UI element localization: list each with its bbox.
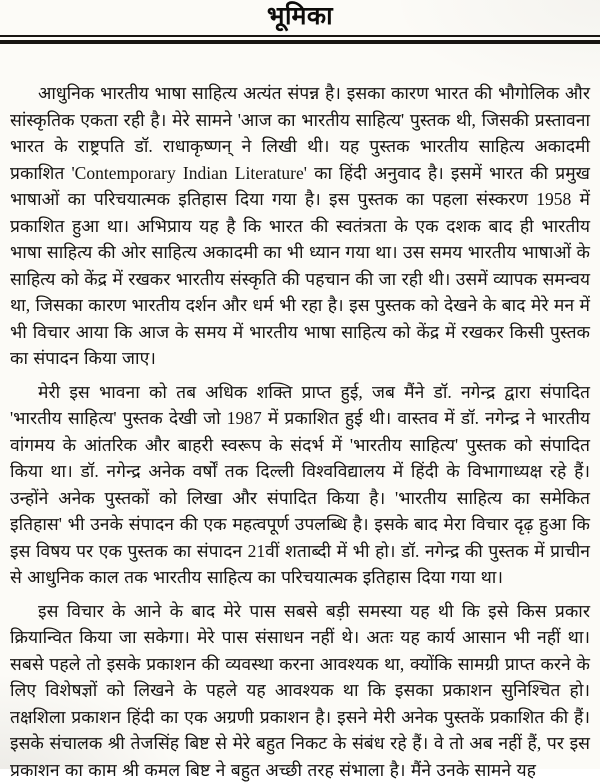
paragraph-2: मेरी इस भावना को तब अधिक शक्ति प्राप्त हुई, जब मैंने डॉ. नगेन्द्र द्वारा संपादित 'भारतीय साहित्य' पुस्तक देखी जो 1987 में प्रकाशित हुई थी। वास्तव में डॉ. नगेन्द्र ने भारतीय वांगमय के आंतरिक और बाहरी स्वरूप के संदर्भ में 'भारतीय साहित्य' पुस्तक को संपादित किया था। डॉ. नगेन्द्र अनेक वर्षों तक दिल्ली विश्वविद्यालय में हिंदी के विभागाध्यक्ष रहे हैं। उन्होंने अनेक पुस्तकों को लिखा और संपादित किया है। 'भारतीय साहित्य का समेकित इतिहास' भी उनके संपादन की एक महत्वपूर्ण उपलब्धि है। इसके बाद मेरा विचार दृढ़ हुआ कि इस विषय पर एक पुस्तक का संपादन 21वीं शताब्दी में भी हो। डॉ. नगेन्द्र की पुस्तक में प्राचीन से आधुनिक काल तक भारतीय साहित्य का परिचयात्मक इतिहास दिया गया था। bbox=[10, 379, 590, 591]
paragraph-1: आधुनिक भारतीय भाषा साहित्य अत्यंत संपन्न है। इसका कारण भारत की भौगोलिक और सांस्कृतिक एकता रही है। मेरे सामने 'आज का भारतीय साहित्य' पुस्तक थी, जिसकी प्रस्तावना भारत के राष्ट्रपति डॉ. राधाकृष्णन् ने लिखी थी। यह पुस्तक भारतीय साहित्य अकादमी प्रकाशित 'Contemporary Indian Literature' का हिंदी अनुवाद है। इसमें भारत की प्रमुख भाषाओं का परिचयात्मक इतिहास दिया गया है। इस पुस्तक का पहला संस्करण 1958 में प्रकाशित हुआ था। अभिप्राय यह है कि भारत की स्वतंत्रता के एक दशक बाद ही भारतीय भाषा साहित्य की ओर साहित्य अकादमी का भी ध्यान गया था। उस समय भारतीय भाषाओं के साहित्य को केंद्र में रखकर भारतीय संस्कृति की पहचान की जा रही थी। उसमें व्यापक समन्वय था, जिसका कारण भारतीय दर्शन और धर्म भी रहा है। इस पुस्तक को देखने के बाद मेरे मन में भी विचार आया कि आज के समय में भारतीय भाषा साहित्य को केंद्र में रखकर किसी पुस्तक का संपादन किया जाए। bbox=[10, 80, 590, 372]
page-content bbox=[0, 44, 600, 783]
page-title: भूमिका bbox=[0, 2, 600, 32]
title-divider-rule bbox=[0, 35, 600, 44]
paragraph-3: इस विचार के आने के बाद मेरे पास सबसे बड़ी समस्या यह थी कि इसे किस प्रकार क्रियान्वित किया जा सकेगा। मेरे पास संसाधन नहीं थे। अतः यह कार्य आसान भी नहीं था। सबसे पहले तो इसके प्रकाशन की व्यवस्था करना आवश्यक था, क्योंकि सामग्री प्राप्त करने के लिए विशेषज्ञों को लिखने के पहले यह आवश्यक था कि इसका प्रकाशन सुनिश्चित हो। तक्षशिला प्रकाशन हिंदी का एक अग्रणी प्रकाशन है। इसने मेरी अनेक पुस्तकें प्रकाशित की हैं। इसके संचालक श्री तेजसिंह बिष्ट से मेरे बहुत निकट के संबंध रहे हैं। वे तो अब नहीं हैं, पर इस प्रकाशन का काम श्री कमल बिष्ट ने बहुत अच्छी तरह संभाला है। मैंने उनके सामने यह bbox=[10, 598, 590, 783]
page-header bbox=[0, 0, 600, 44]
